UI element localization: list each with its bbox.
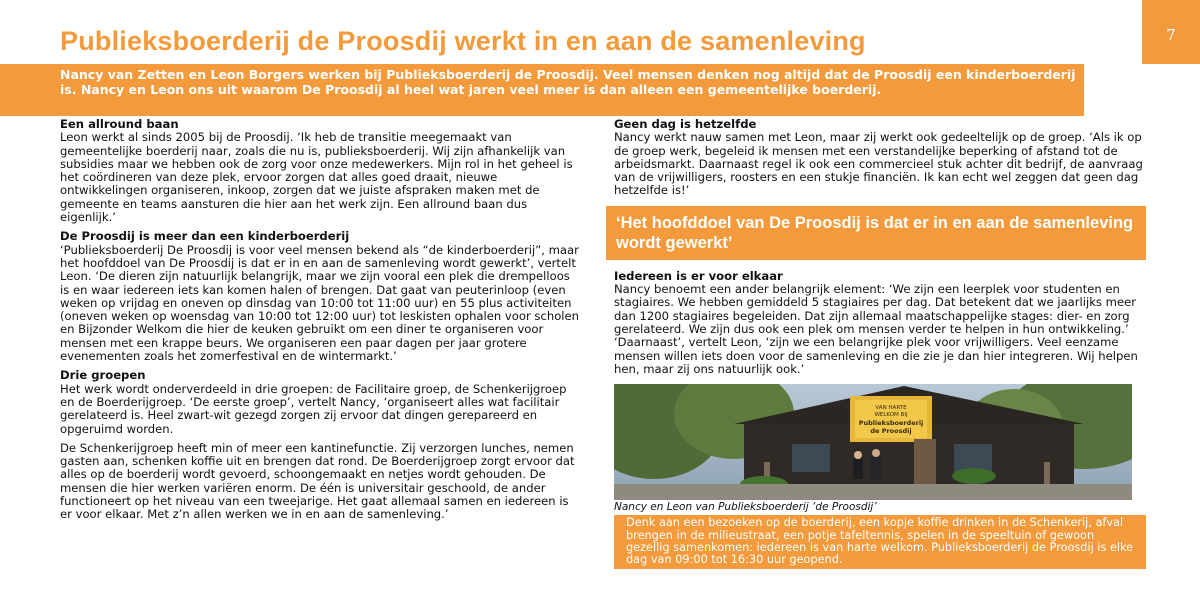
sign-line-1: VAN HARTE (875, 405, 907, 412)
section-text-drie-groepen-1: Het werk wordt onderverdeeld in drie groepen: de Facilitaire groep, de Schenkerijgroep en de Boerderijgroep. ‘De eerste groep’, vertelt Nancy, ‘organiseert alles wat facilitair gerelateerd is. Heel zwart-wit gezegd zorgen zij ervoor dat dingen gerepareerd en opgeruimd worden. (60, 381, 567, 436)
farm-photo-illustration (614, 384, 1132, 500)
pull-quote: ‘Het hoofddoel van De Proosdij is dat er in en aan de samenleving wordt gewerkt’ (606, 206, 1146, 260)
left-column (60, 118, 580, 524)
photo-caption: Nancy en Leon van Publieksboerderij ‘de Proosdij’ (614, 501, 877, 514)
section-text-geen-dag: Nancy werkt nauw samen met Leon, maar zij werkt ook gedeeltelijk op de groep. ‘Als ik op de groep werk, begeleid ik mensen met een verstandelijke beperking of afstand tot de arbeidsmarkt. Daarnaast regel ik ook een commercieel stuk achter dit bedrijf, de aanvraag van de vrijwilligers, roosters en een stukje financiën. Ik kan echt wel zeggen dat geen dag hetzelfde is!’ (614, 130, 1143, 198)
section-heading-allround: Een allround baan (60, 117, 179, 131)
sign-line-4: de Proosdij (870, 427, 912, 436)
section-text-drie-groepen-2: De Schenkerijgroep heeft min of meer een kantinefunctie. Zij verzorgen lunches, nemen gasten aan, schenken koffie uit en brengen dat rond. De Boerderijgroep zorgt ervoor dat alles op de boerderij wordt gevoerd, schoongemaakt en netjes wordt gehouden. De mensen die hier werken variëren enorm. De één is universitair geschoold, de ander functioneert op het niveau van een tweejarige. Het gaat allemaal samen en iedereen is er voor elkaar. Met z’n allen werken we in en aan de samenleving.’ (60, 440, 575, 522)
section-heading-meer-dan-kinderboerderij: De Proosdij is meer dan een kinderboerderij (60, 229, 350, 244)
page-number: 7 (1142, 0, 1200, 64)
info-box: Denk aan een bezoeken op de boerderij, een kopje koffie drinken in de Schenkerij, afval brengen in de milieustraat, een potje tafeltennis, spelen in de speeltuin of gewoon gezellig samenkomen: iedereen is van harte welkom. Publieksboerderij de Proosdij is elke dag van 09:00 tot 16:30 uur geopend. (614, 515, 1146, 569)
farm-photo (614, 384, 1132, 500)
section-text-meer-dan-kinderboerderij: ‘Publieksboerderij De Proosdij is voor veel mensen bekend als “de kinderboerderij”, maar het hoofddoel van De Proosdij is dat er in en aan de samenleving wordt gewerkt’, vertelt Leon. ‘De dieren zijn natuurlijk belangrijk, maar we zijn vooral een plek die drempelloos is en waar iedereen iets kan komen halen of brengen. Dat gaat van peuterinloop (even weken op vrijdag en oneven op dinsdag van 10:00 tot 11:00 uur) en 55 plus activiteiten (oneven weken op woensdag van 10:00 tot 12:00 uur) tot leskisten ophalen voor scholen en Bijzonder Welkom die hier de keuken gebruikt om een diner te organiseren voor mensen met een krappe beurs. We organiseren een paar dagen per jaar grotere evenementen zoals het zomerfestival en de wintermarkt.’ (60, 242, 579, 364)
intro-text: Nancy van Zetten en Leon Borgers werken bij Publieksboerderij de Proosdij. Veel mensen denken nog altijd dat de Proosdij een kinderboerderij is. Nancy en Leon ons uit waarom De Proosdij al heel wat jaren veel meer is dan alleen een gemeentelijke boerderij. (60, 67, 1076, 98)
intro-banner (0, 64, 1084, 116)
page-title: Publieksboerderij de Proosdij werkt in en aan de samenleving (60, 26, 866, 56)
sign-line-3: Publieksboerderij (858, 419, 924, 428)
section-text-allround: Leon werkt al sinds 2005 bij de Proosdij. ‘Ik heb de transitie meegemaakt van gemeentelijke boerderij naar, zoals die nu is, publieksboerderij. Wij zijn afhankelijk van subsidies maar we hebben ook de zorg voor onze medewerkers. Mijn rol in het geheel is het coördineren van deze plek, ervoor zorgen dat alles goed draait, nieuwe ontwikkelingen organiseren, inkoop, zorgen dat we juiste afspraken maken met de gemeente en teams aansturen die hier aan het werk zijn. Een allround baan dus eigenlijk.’ (60, 130, 573, 225)
section-heading-geen-dag: Geen dag is hetzelfde (614, 117, 757, 131)
right-column (614, 118, 1146, 569)
section-heading-drie-groepen: Drie groepen (60, 368, 146, 383)
section-text-iedereen: Nancy benoemt een ander belangrijk element: ‘We zijn een leerplek voor studenten en stagiaires. We hebben gemiddeld 5 stagiaires per dag. Dat betekent dat we jaarlijks meer dan 1200 stagiaires begeleiden. Dat zijn allemaal maatschappelijke stages: dier- en zorg gerelateerd. We zijn dus ook een plek om mensen verder te helpen in hun ontwikkeling.’ ‘Daarnaast’, vertelt Leon, ‘zijn we een belangrijke plek voor vrijwilligers. Veel eenzame mensen willen iets doen voor de samenleving en die zie je dan hier integreren. Wij helpen hen, maar zij ons natuurlijk ook.’ (614, 282, 1138, 376)
sign-line-2: WELKOM BIJ (874, 412, 908, 419)
section-heading-iedereen: Iedereen is er voor elkaar (614, 268, 783, 283)
